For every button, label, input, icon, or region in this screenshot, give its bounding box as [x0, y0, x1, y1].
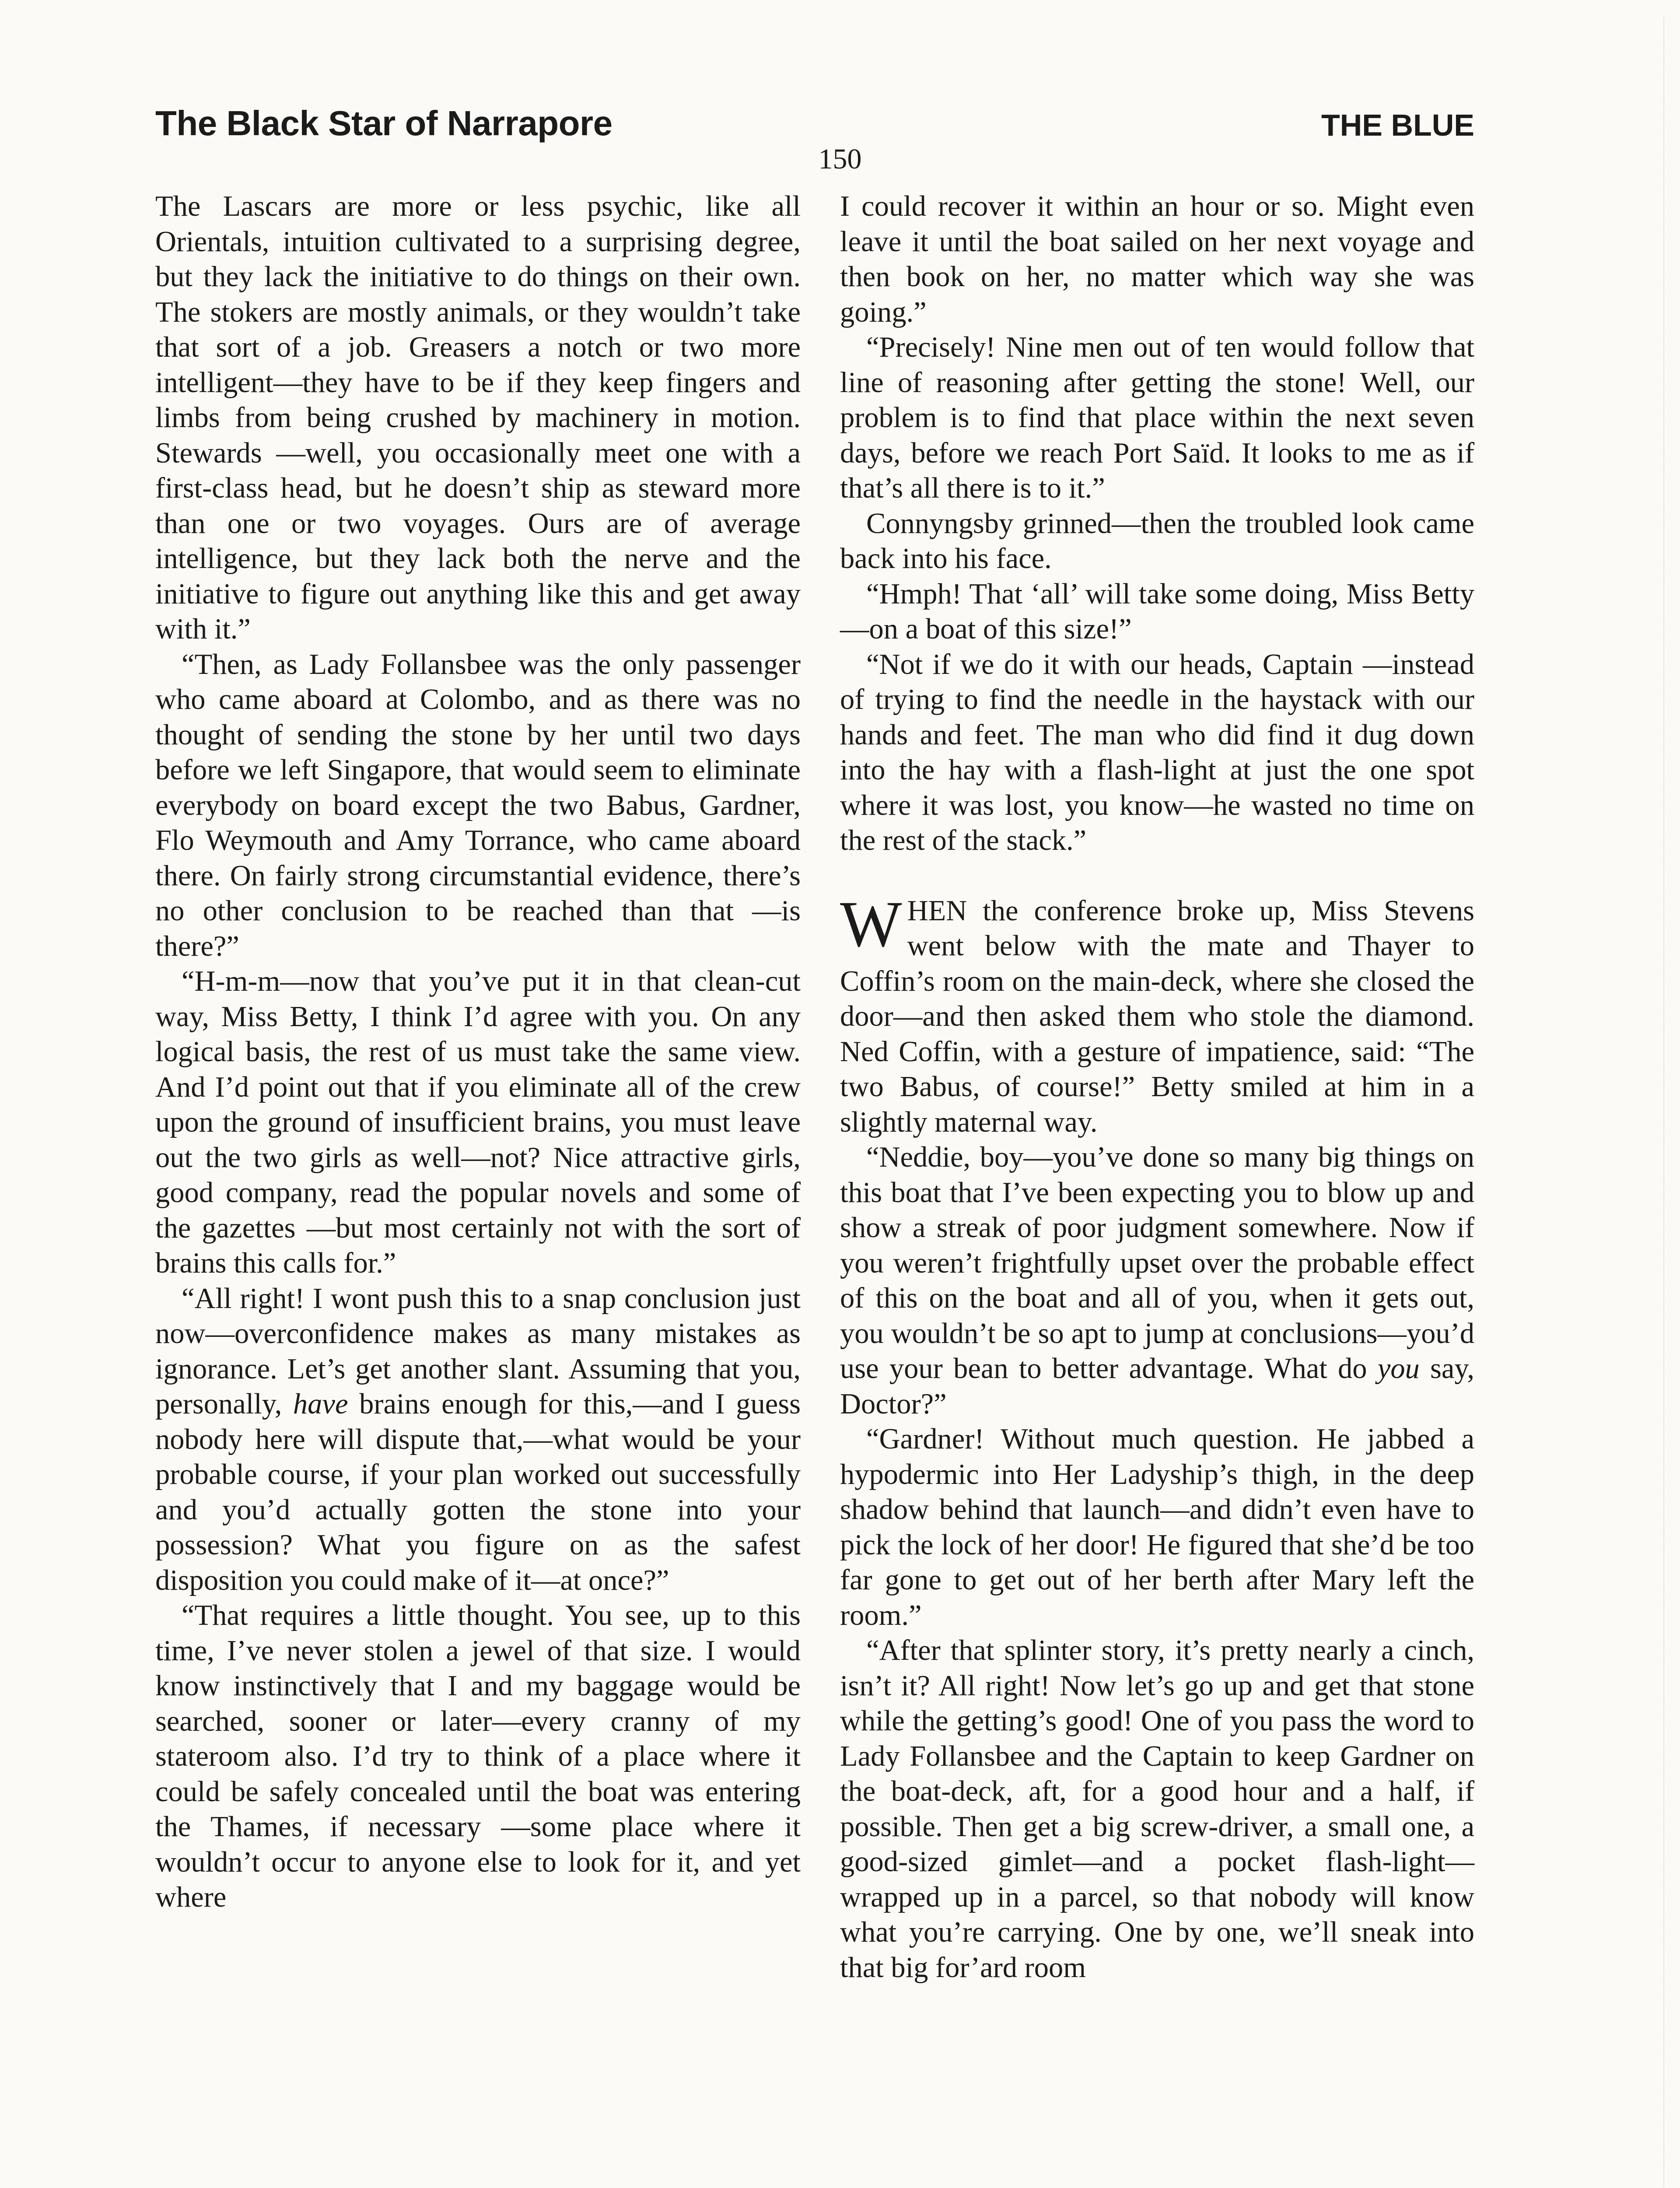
paragraph: I could recover it within an hour or so. Might even leave it until the boat sailed on her next voyage and then book on her, no matter which way she was going.” — [840, 190, 1474, 328]
paragraph — [840, 1140, 1474, 1422]
right-column — [840, 189, 1474, 1985]
emphasis: have — [293, 1388, 348, 1420]
paragraph-text: say, Doctor?” — [840, 1353, 1474, 1420]
paragraph: “Not if we do it with our heads, Captain —instead of trying to find the needle in the haystack with our hands and feet. The man who did find it dug down into the hay with a flash-light at just the one spot where it was lost, you know—he wasted no time on the rest of the stack.” — [840, 648, 1474, 856]
small-caps-lead: HEN — [907, 894, 967, 927]
magazine-name: THE BLUE — [1321, 108, 1474, 142]
paragraph: “Then, as Lady Follansbee was the only passenger who came aboard at Colombo, and as there was no thought of sending the stone by her until two days before we left Singapore, that would seem to eliminate everybody on board except the two Babus, Gardner, Flo Weymouth and Amy Torrance, who came aboard there. On fairly strong circumstantial evidence, there’s no other conclusion to be reached than that —is there?” — [155, 648, 801, 962]
paragraph: Connyngsby grinned—then the troubled look came back into his face. — [840, 507, 1474, 575]
paragraph-text: “All right! I wont push this to a snap conclusion just now—overconfidence makes as many mistakes as ignorance. Let’s get another slant. Assuming that you, personally, — [155, 1282, 801, 1420]
paragraph-text: “Neddie, boy—you’ve done so many big things on this boat that I’ve been expecting you to blow up and show a streak of poor judgment somewhere. Now if you weren’t frightfully upset over the probable effect of this on the boat and all of you, when it gets out, you wouldn’t be so apt to jump at conclusions—you’d use your bean to better advantage. What do — [840, 1141, 1474, 1385]
section-opening-paragraph — [840, 887, 1474, 1140]
paragraph: “That requires a little thought. You see, up to this time, I’ve never stolen a jewel of that size. I would know instinctively that I and my baggage would be searched, sooner or later—every cranny of my stateroom also. I’d try to think of a place where it could be safely concealed until the boat was entering the Thames, if necessary —some place where it wouldn’t occur to anyone else to look for it, and yet where — [155, 1599, 801, 1913]
paragraph: “After that splinter story, it’s pretty nearly a cinch, isn’t it? All right! Now let’s go up and get that stone while the getting’s good! One of you pass the word to Lady Follansbee and the Captain to keep Gardner on the boat-deck, aft, for a good hour and a half, if possible. Then get a big screw-driver, a small one, a good-sized gimlet—and a pocket flash-light—wrapped up in a parcel, so that nobody will know what you’re carrying. One by one, we’ll sneak into that big for’ard room — [840, 1634, 1474, 1984]
paragraph: The Lascars are more or less psychic, like all Orientals, intuition cultivated to a surprising degree, but they lack the initiative to do things on their own. The stokers are mostly animals, or they wouldn’t take that sort of a job. Greasers a notch or two more intelligent—they have to be if they keep fingers and limbs from being crushed by machinery in motion. Stewards —well, you occasionally meet one with a first-class head, but he doesn’t ship as steward more than one or two voyages. Ours are of average intelligence, but they lack both the nerve and the initiative to figure out anything like this and get away with it.” — [155, 190, 801, 645]
paragraph: “Hmph! That ‘all’ will take some doing, Miss Betty—on a boat of this size!” — [840, 578, 1474, 645]
paragraph-text: the conference broke up, Miss Stevens went below with the mate and Thayer to Coffin’s room on the main-deck, where she closed the door—and then asked them who stole the diamond. Ned Coffin, with a gesture of impatience, said: “The two Babus, of course!” Betty smiled at him in a slightly maternal way. — [840, 894, 1474, 1138]
drop-cap: W — [840, 887, 902, 961]
page-number: 150 — [818, 143, 862, 175]
story-title: The Black Star of Narrapore — [155, 104, 612, 143]
paragraph: “Precisely! Nine men out of ten would follow that line of reasoning after getting the stone! Well, our problem is to find that place within the next seven days, before we reach Port Saïd. It looks to me as if that’s all there is to it.” — [840, 331, 1474, 504]
paragraph — [155, 1281, 801, 1599]
left-column — [155, 189, 801, 1915]
page-edge — [1663, 18, 1667, 2188]
emphasis: you — [1377, 1353, 1420, 1385]
paragraph: “H-m-m—now that you’ve put it in that clean-cut way, Miss Betty, I think I’d agree with you. On any logical basis, the rest of us must take the same view. And I’d point out that if you eliminate all of the crew upon the ground of insufficient brains, you must leave out the two girls as well—not? Nice attractive girls, good company, read the popular novels and some of the gazettes —but most certainly not with the sort of brains this calls for.” — [155, 965, 801, 1279]
paragraph: “Gardner! Without much question. He jabbed a hypodermic into Her Ladyship’s thigh, in the deep shadow behind that launch—and didn’t even have to pick the lock of her door! He figured that she’d be too far gone to get out of her berth after Mary left the room.” — [840, 1423, 1474, 1631]
paragraph-text: brains enough for this,—and I guess nobody here will dispute that,—what would be your probable course, if your plan worked out successfully and you’d actually gotten the stone into your possession? What you figure on as the safest disposition you could make of it—at once?” — [155, 1388, 801, 1596]
